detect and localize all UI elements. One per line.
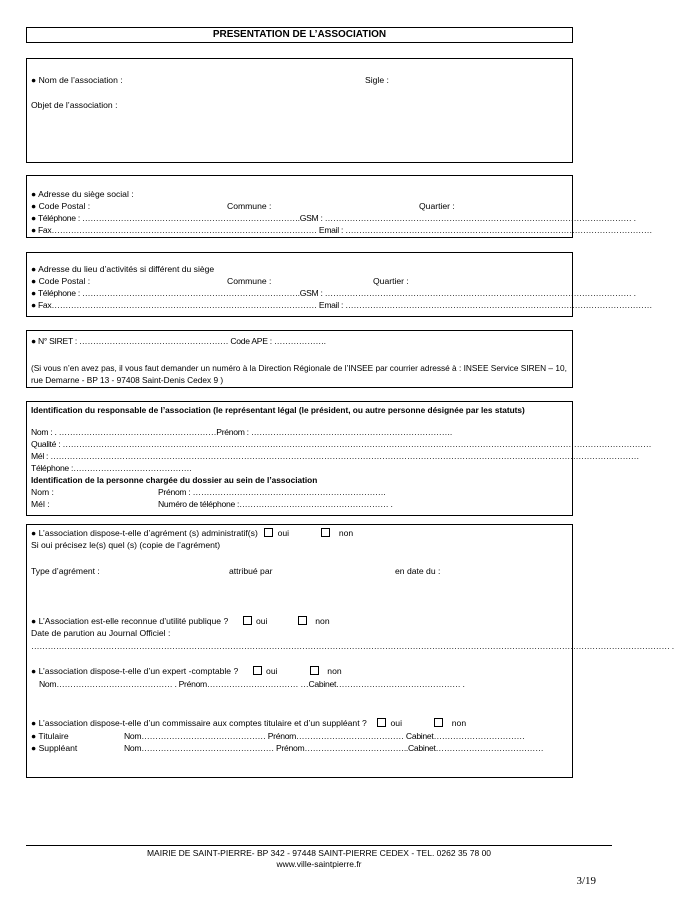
accountant-question <box>31 666 568 677</box>
responsible-heading: Identification du responsable de l’association (le représentant légal (le président, ou autre personne désignée par les statuts) <box>31 405 525 415</box>
footer-address: MAIRIE DE SAINT-PIERRE- BP 342 - 97448 SAINT-PIERRE CEDEX - TEL. 0262 35 78 00 <box>146 848 492 858</box>
contact-person-heading: Identification de la personne chargée du dossier au sein de l’association <box>31 475 318 485</box>
footer-website: www.ville-saintpierre.fr <box>276 859 362 869</box>
accreditation-date-field[interactable]: en date du : <box>395 566 441 576</box>
accountant-label: ● L’association dispose-t-elle d’un expert -comptable ? <box>31 666 239 676</box>
accountant-details-field[interactable]: Nom…………………………………… . Prénom…………………………… …Cabinet……………………………………… . <box>39 679 465 689</box>
responsible-quality-field[interactable]: Qualité : …………………………………………………………………………………………………………………………………………………………………………………………… <box>31 439 652 449</box>
public-utility-non-checkbox[interactable] <box>298 616 307 625</box>
activity-phone-gsm-field[interactable]: ● Téléphone : …………………………………………………………………….GSM : ………………………………………………………………………………………………… . <box>31 288 636 298</box>
postal-code-field[interactable]: ● Code Postal : <box>31 201 91 211</box>
page-number: 3/19 <box>576 875 596 887</box>
association-object-field[interactable]: Objet de l’association : <box>31 100 118 110</box>
contact-firstname-field[interactable]: Prénom : ……………………………………………………………. <box>158 487 386 497</box>
responsible-section <box>26 401 652 516</box>
publication-date-dotline[interactable]: …………………………………………………………………………………………………………………………………………………………………………………………………………… . <box>31 641 674 651</box>
accountant-non-checkbox[interactable] <box>310 666 319 675</box>
accreditation-section <box>26 524 674 778</box>
accountant-oui-label: oui <box>266 666 278 676</box>
responsible-email-field[interactable]: Mél : …………………………………………………………………………………………………………………………………………………………………………………………… <box>31 451 640 461</box>
activity-postal-code-field[interactable]: ● Code Postal : <box>31 276 91 286</box>
activity-address-field[interactable]: ● Adresse du lieu d’activités si différent du siège <box>31 264 215 274</box>
auditor-label: ● L’association dispose-t-elle d’un commissaire aux comptes titulaire et d’un suppléant ? <box>31 718 367 728</box>
footer-divider <box>26 845 612 846</box>
accreditation-type-field[interactable]: Type d’agrément : <box>31 566 100 576</box>
activity-commune-field[interactable]: Commune : <box>227 276 272 286</box>
commune-field[interactable]: Commune : <box>227 201 272 211</box>
public-utility-oui-label: oui <box>256 616 268 626</box>
page-title: PRESENTATION DE L’ASSOCIATION <box>212 29 387 40</box>
activity-quartier-field[interactable]: Quartier : <box>373 276 409 286</box>
auditor-titular-label: ● Titulaire <box>31 731 69 741</box>
contact-name-field[interactable]: Nom : <box>31 487 54 497</box>
auditor-non-checkbox[interactable] <box>434 718 443 727</box>
association-name-section <box>26 58 573 163</box>
activity-fax-email-field[interactable]: ● Fax…………………………………………………………………………………… Email : ………………………………………………………………………………………………… <box>31 300 653 310</box>
accreditation-by-field[interactable]: attribué par <box>229 566 273 576</box>
accreditation-oui-checkbox[interactable] <box>264 528 273 537</box>
contact-phone-field[interactable]: Numéro de téléphone :……………………………………………… . <box>158 499 393 509</box>
publication-date-field[interactable]: Date de parution au Journal Officiel : <box>31 628 171 638</box>
accountant-oui-checkbox[interactable] <box>253 666 262 675</box>
accreditation-oui-label: oui <box>277 528 290 538</box>
activity-location-section <box>26 252 653 317</box>
auditor-substitute-field[interactable]: Nom………………………………………… Prénom………………………………..Cabinet………………………………… <box>124 743 544 753</box>
siret-ape-field[interactable]: ● N° SIRET : ……………………………………………… Code APE : ………………. <box>31 336 326 346</box>
public-utility-non-label: non <box>315 616 330 626</box>
public-utility-oui-checkbox[interactable] <box>243 616 252 625</box>
auditor-non-label: non <box>451 718 467 728</box>
title-box <box>26 27 573 43</box>
accreditation-non-checkbox[interactable] <box>321 528 330 537</box>
accountant-non-label: non <box>327 666 342 676</box>
siret-section <box>26 330 573 388</box>
public-utility-question <box>31 616 568 627</box>
accreditation-question <box>31 528 568 539</box>
responsible-name-field[interactable]: Nom : . …………………………………………………Prénom : ………………………………………………………………. <box>31 427 452 437</box>
contact-email-field[interactable]: Mél : <box>31 499 50 509</box>
association-name-field[interactable]: ● Nom de l’association : <box>31 75 123 85</box>
fax-email-field[interactable]: ● Fax…………………………………………………………………………………… Email : ………………………………………………………………………………………………… <box>31 225 653 235</box>
insee-note: (Si vous n’en avez pas, il vous faut demander un numéro à la Direction Régionale de l’INSEE par courrier adressé à : INSEE Service SIREN – 10, rue Demarne - BP 13 - 97408 Saint-Denis Cedex 9 ) <box>31 363 567 385</box>
auditor-substitute-label: ● Suppléant <box>31 743 78 753</box>
accreditation-details-label: Si oui précisez le(s) quel (s) (copie de l’agrément) <box>31 540 221 550</box>
responsible-phone-field[interactable]: Téléphone :……………………………………. <box>31 463 192 473</box>
auditor-oui-label: oui <box>390 718 402 728</box>
quartier-field[interactable]: Quartier : <box>419 201 455 211</box>
accreditation-label: ● L’association dispose-t-elle d’agrément (s) administratif(s) <box>31 528 258 538</box>
head-office-section <box>26 175 653 238</box>
auditor-titular-field[interactable]: Nom……………………………………… Prénom………………………………… Cabinet…………………………… <box>124 731 525 741</box>
auditor-oui-checkbox[interactable] <box>377 718 386 727</box>
sigle-field[interactable]: Sigle : <box>365 75 389 85</box>
phone-gsm-field[interactable]: ● Téléphone : …………………………………………………………………….GSM : ………………………………………………………………………………………………… . <box>31 213 636 223</box>
head-office-address-field[interactable]: ● Adresse du siège social : <box>31 189 134 199</box>
auditor-question <box>31 718 568 729</box>
public-utility-label: ● L’Association est-elle reconnue d’utilité publique ? <box>31 616 229 626</box>
accreditation-non-label: non <box>338 528 354 538</box>
